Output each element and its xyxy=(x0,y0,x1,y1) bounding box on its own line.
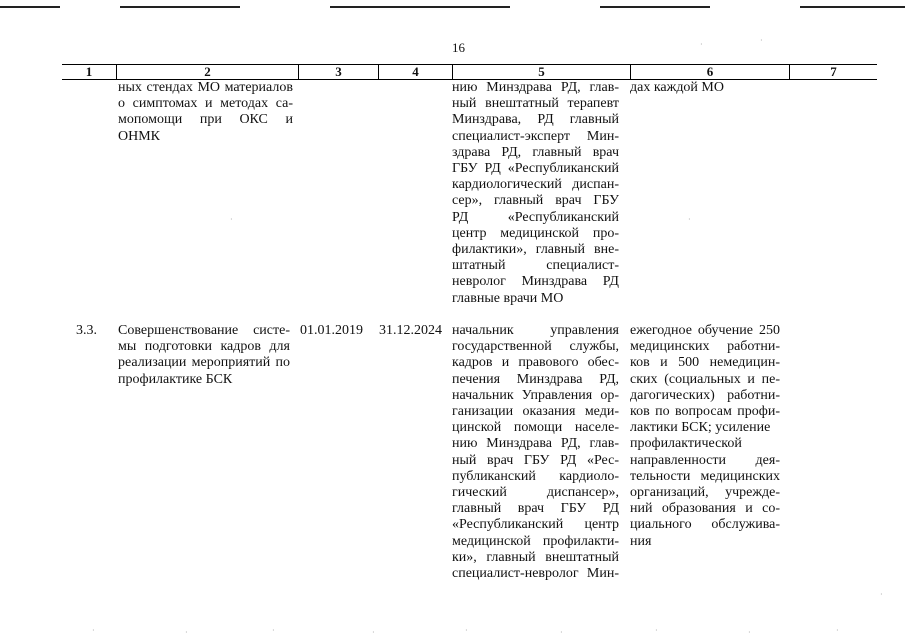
text-line: сер», главный врач ГБУ xyxy=(452,193,619,209)
text-line: «Республиканский центр xyxy=(452,517,619,533)
text-line: медицинских работни- xyxy=(630,339,780,355)
text-line: о симптомах и методах са- xyxy=(118,96,293,112)
text-line: медицинской профилакти- xyxy=(452,533,619,549)
text-line: ОНМК xyxy=(118,128,161,144)
text-line: профилактической xyxy=(630,436,742,452)
row-3-3-col6 xyxy=(630,323,780,550)
text-line: филактики», главный вне- xyxy=(452,242,619,258)
scan-speck: · xyxy=(272,626,275,635)
text-line: центр медицинской про- xyxy=(452,225,619,241)
scan-speck: · xyxy=(836,626,839,635)
text-line: мопомощи при ОКС и xyxy=(118,112,293,128)
text-line: ганизации оказания меди- xyxy=(452,404,619,420)
row-3-3-date-start: 01.01.2019 xyxy=(300,323,363,338)
scan-speck: · xyxy=(92,626,95,635)
scan-speck: · xyxy=(700,40,703,49)
header-col-3: 3 xyxy=(298,65,378,79)
text-line: специалист-эксперт Мин- xyxy=(452,128,619,144)
text-line: циального обслужива- xyxy=(630,517,780,533)
text-line: Совершенствование систе- xyxy=(118,323,290,338)
scan-speck: · xyxy=(560,628,563,637)
text-line: ки», главный внештатный xyxy=(452,549,619,565)
scan-speck: · xyxy=(880,590,883,599)
scan-speck: · xyxy=(372,628,375,637)
text-line: ний образования и со- xyxy=(630,501,780,517)
header-col-4: 4 xyxy=(378,65,452,79)
text-line: ный врач ГБУ РД «Рес- xyxy=(452,452,619,468)
text-line: нию Минздрава РД, глав- xyxy=(452,436,619,452)
text-line: главные врачи МО xyxy=(452,290,564,306)
text-line: профилактике БСК xyxy=(118,371,233,387)
text-line: здрава РД, главный врач xyxy=(452,144,619,160)
text-line: печения Минздрава РД, xyxy=(452,371,619,387)
text-line: Минздрава, РД главный xyxy=(452,112,619,128)
text-line: мы подготовки кадров для xyxy=(118,339,290,355)
text-line: нию Минздрава РД, глав- xyxy=(452,80,619,95)
text-line: организаций, учрежде- xyxy=(630,485,780,501)
text-line: дах каждой МО xyxy=(630,80,724,95)
header-col-7: 7 xyxy=(789,65,877,79)
scan-speck: · xyxy=(655,626,658,635)
continued-row-col5 xyxy=(452,80,619,307)
text-line: гический диспансер», xyxy=(452,485,619,501)
scan-speck: · xyxy=(185,628,188,637)
text-line: начальник Управления ор- xyxy=(452,387,619,403)
text-line: направленности дея- xyxy=(630,452,780,468)
text-line: штатный специалист- xyxy=(452,258,619,274)
text-line: лактики БСК; усиление xyxy=(630,420,771,436)
scan-speck: · xyxy=(230,215,233,224)
text-line: кардиологический диспан- xyxy=(452,177,619,193)
row-3-3-date-end: 31.12.2024 xyxy=(379,323,442,338)
text-line: цинской помощи населе- xyxy=(452,420,619,436)
scan-speck: · xyxy=(748,628,751,637)
row-3-3-col2 xyxy=(118,323,290,388)
text-line: ков по вопросам профи- xyxy=(630,404,780,420)
text-line: дагогических) работни- xyxy=(630,387,780,403)
row-3-3-number: 3.3. xyxy=(76,323,97,338)
text-line: ских (социальных и пе- xyxy=(630,371,780,387)
table-header xyxy=(62,64,877,80)
text-line: ных стендах МО материалов xyxy=(118,80,293,95)
text-line: специалист-невролог Мин- xyxy=(452,566,619,582)
text-line: кадров и правового обес- xyxy=(452,355,619,371)
header-col-5: 5 xyxy=(452,65,630,79)
text-line: публиканский кардиоло- xyxy=(452,468,619,484)
header-col-6: 6 xyxy=(630,65,789,79)
text-line: государственной службы, xyxy=(452,339,619,355)
text-line: невролог Минздрава РД xyxy=(452,274,619,290)
page-number: 16 xyxy=(452,40,465,55)
text-line: тельности медицинских xyxy=(630,468,780,484)
header-col-2: 2 xyxy=(116,65,298,79)
scan-speck: · xyxy=(760,36,763,45)
scan-speck: · xyxy=(465,626,468,635)
text-line: ния xyxy=(630,533,652,549)
header-col-1: 1 xyxy=(85,64,93,79)
text-line: ков и 500 немедицин- xyxy=(630,355,780,371)
text-line: ГБУ РД «Республиканский xyxy=(452,161,619,177)
text-line: ный внештатный терапевт xyxy=(452,96,619,112)
text-line: реализации мероприятий по xyxy=(118,355,290,371)
text-line: РД «Республиканский xyxy=(452,209,619,225)
text-line: главный врач ГБУ РД xyxy=(452,501,619,517)
text-line: начальник управления xyxy=(452,323,619,338)
scan-speck: · xyxy=(688,215,691,224)
text-line: ежегодное обучение 250 xyxy=(630,323,780,338)
continued-row-col6 xyxy=(630,80,780,96)
row-3-3-col5 xyxy=(452,323,619,582)
continued-row-col2 xyxy=(118,80,293,145)
